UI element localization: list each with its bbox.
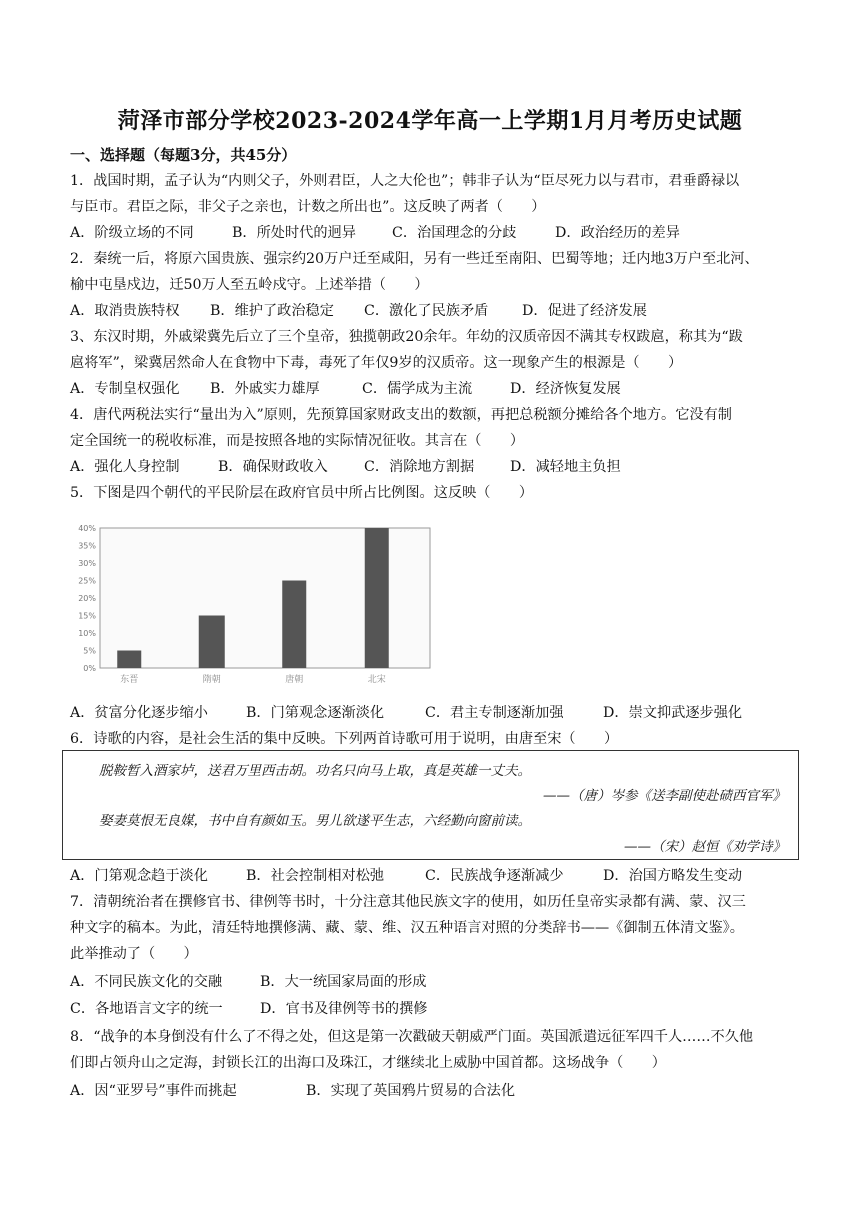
bar-0 bbox=[117, 651, 141, 669]
question-3-line-1: 3、东汉时期，外戚梁冀先后立了三个皇帝，独揽朝政20余年。年幼的汉质帝因不满其专权跋扈，称其为“跋 bbox=[70, 329, 743, 345]
option-b[interactable]: B．社会控制相对松弛 bbox=[246, 868, 385, 884]
question-8-line-1: 8．“战争的本身倒没有什么了不得之处，但这是第一次戳破天朝威严门面。英国派遣远征军四千人……不久他 bbox=[70, 1029, 754, 1045]
poem-1-source: ——（唐）岑参《送李副使赴碛西官军》 bbox=[543, 788, 786, 804]
option-c[interactable]: C．君主专制逐渐加强 bbox=[425, 705, 564, 721]
option-a[interactable]: A．强化人身控制 bbox=[70, 459, 180, 475]
y-tick-label: 30% bbox=[78, 559, 96, 568]
y-tick-label: 40% bbox=[78, 524, 96, 533]
option-d[interactable]: D．减轻地主负担 bbox=[510, 459, 621, 475]
poem-1: 脱鞍暂入酒家垆，送君万里西击胡。功名只向马上取，真是英雄一丈夫。 bbox=[99, 763, 531, 779]
option-c[interactable]: C．激化了民族矛盾 bbox=[364, 303, 489, 319]
y-tick-label: 15% bbox=[78, 611, 96, 621]
option-a[interactable]: A．不同民族文化的交融 bbox=[70, 974, 223, 990]
y-tick-label: 20% bbox=[78, 594, 96, 603]
x-tick-label: 东晋 bbox=[120, 675, 139, 685]
option-d[interactable]: D．治国方略发生变动 bbox=[603, 868, 743, 884]
bar-3 bbox=[365, 528, 389, 668]
x-axis-labels bbox=[120, 673, 386, 685]
option-b[interactable]: B．所处时代的迥异 bbox=[232, 225, 356, 241]
page-title: 菏泽市部分学校2023-2024学年高一上学期1月月考历史试题 bbox=[117, 108, 743, 134]
y-axis bbox=[78, 524, 96, 673]
option-b[interactable]: B．维护了政治稳定 bbox=[210, 303, 334, 319]
option-a[interactable]: A．门第观念趋于淡化 bbox=[70, 868, 208, 884]
x-tick-label: 唐朝 bbox=[285, 675, 304, 685]
option-d[interactable]: D．崇文抑武逐步强化 bbox=[603, 705, 743, 721]
question-1-line-1: 1．战国时期，孟子认为“内则父子，外则君臣，人之大伦也”；韩非子认为“臣尽死力以与君市，君垂爵禄以 bbox=[70, 173, 740, 189]
question-2-line-2: 榆中屯垦戍边，迁50万人至五岭戍守。上述举措（ ） bbox=[70, 277, 429, 293]
bar-chart bbox=[70, 522, 450, 692]
question-2-line-1: 2．秦统一后，将原六国贵族、强宗约20万户迁至咸阳，另有一些迁至南阳、巴蜀等地；迁内地3万户至北河、 bbox=[70, 251, 759, 267]
option-a[interactable]: A．取消贵族特权 bbox=[70, 303, 180, 319]
option-a[interactable]: A．因“亚罗号”事件而挑起 bbox=[70, 1083, 237, 1099]
poem-2-source: ——（宋）赵恒《劝学诗》 bbox=[624, 839, 786, 855]
y-tick-label: 25% bbox=[78, 576, 96, 586]
question-7-line-3: 此举推动了（ ） bbox=[70, 946, 198, 962]
option-b[interactable]: B．大一统国家局面的形成 bbox=[260, 974, 427, 990]
question-7-line-2: 种文字的稿本。为此，清廷特地撰修满、藏、蒙、维、汉五种语言对照的分类辞书——《御制五体清文鉴》。 bbox=[70, 920, 744, 936]
poem-2: 娶妻莫恨无良媒，书中自有颜如玉。男儿欲遂平生志，六经勤向窗前读。 bbox=[99, 813, 531, 829]
option-d[interactable]: D．经济恢复发展 bbox=[510, 381, 621, 397]
question-4-line-1: 4．唐代两税法实行“量出为入”原则，先预算国家财政支出的数额，再把总税额分摊给各个地方。它没有制 bbox=[70, 407, 732, 423]
option-b[interactable]: B．门第观念逐渐淡化 bbox=[246, 705, 385, 721]
question-4-line-2: 定全国统一的税收标准，而是按照各地的实际情况征收。其言在（ ） bbox=[70, 433, 525, 449]
y-tick-label: 10% bbox=[78, 629, 96, 638]
question-5-line-1: 5．下图是四个朝代的平民阶层在政府官员中所占比例图。这反映（ ） bbox=[70, 485, 534, 501]
option-c[interactable]: C．治国理念的分歧 bbox=[392, 225, 517, 241]
option-d[interactable]: D．官书及律例等书的撰修 bbox=[260, 1001, 428, 1017]
question-1-line-2: 与臣市。君臣之际，非父子之亲也，计数之所出也”。这反映了两者（ ） bbox=[70, 199, 546, 215]
option-c[interactable]: C．民族战争逐渐减少 bbox=[425, 868, 564, 884]
option-a[interactable]: A．专制皇权强化 bbox=[70, 381, 180, 397]
option-b[interactable]: B．实现了英国鸦片贸易的合法化 bbox=[306, 1083, 516, 1099]
option-a[interactable]: A．阶级立场的不同 bbox=[70, 225, 194, 241]
y-tick-label: 0% bbox=[83, 664, 96, 673]
y-tick-label: 5% bbox=[83, 646, 96, 656]
option-b[interactable]: B．确保财政收入 bbox=[218, 459, 328, 475]
question-6-line-1: 6．诗歌的内容，是社会生活的集中反映。下列两首诗歌可用于说明，由唐至宋（ ） bbox=[70, 731, 619, 747]
x-tick-label: 北宋 bbox=[367, 675, 386, 685]
question-8-line-2: 们即占领舟山之定海，封锁长江的出海口及珠江，才继续北上威胁中国首都。这场战争（ ） bbox=[70, 1055, 666, 1071]
section-heading: 一、选择题（每题3分，共45分） bbox=[70, 146, 297, 164]
question-3-line-2: 扈将军”，梁冀居然命人在食物中下毒，毒死了年仅9岁的汉质帝。这一现象产生的根源是（ ） bbox=[70, 355, 683, 371]
x-tick-label: 隋朝 bbox=[202, 675, 221, 685]
option-c[interactable]: C．各地语言文字的统一 bbox=[70, 1001, 223, 1017]
option-b[interactable]: B．外戚实力雄厚 bbox=[210, 381, 320, 397]
option-d[interactable]: D．政治经历的差异 bbox=[555, 225, 680, 241]
option-a[interactable]: A．贫富分化逐步缩小 bbox=[70, 705, 208, 721]
bar-1 bbox=[199, 616, 225, 669]
option-c[interactable]: C．消除地方割据 bbox=[364, 459, 475, 475]
bar-2 bbox=[282, 581, 306, 669]
option-d[interactable]: D．促进了经济发展 bbox=[522, 303, 647, 319]
option-c[interactable]: C．儒学成为主流 bbox=[362, 381, 473, 397]
y-tick-label: 35% bbox=[78, 541, 96, 551]
poem-box bbox=[62, 750, 799, 860]
question-7-line-1: 7．清朝统治者在撰修官书、律例等书时，十分注意其他民族文字的使用，如历任皇帝实录都有满、蒙、汉三 bbox=[70, 894, 746, 910]
